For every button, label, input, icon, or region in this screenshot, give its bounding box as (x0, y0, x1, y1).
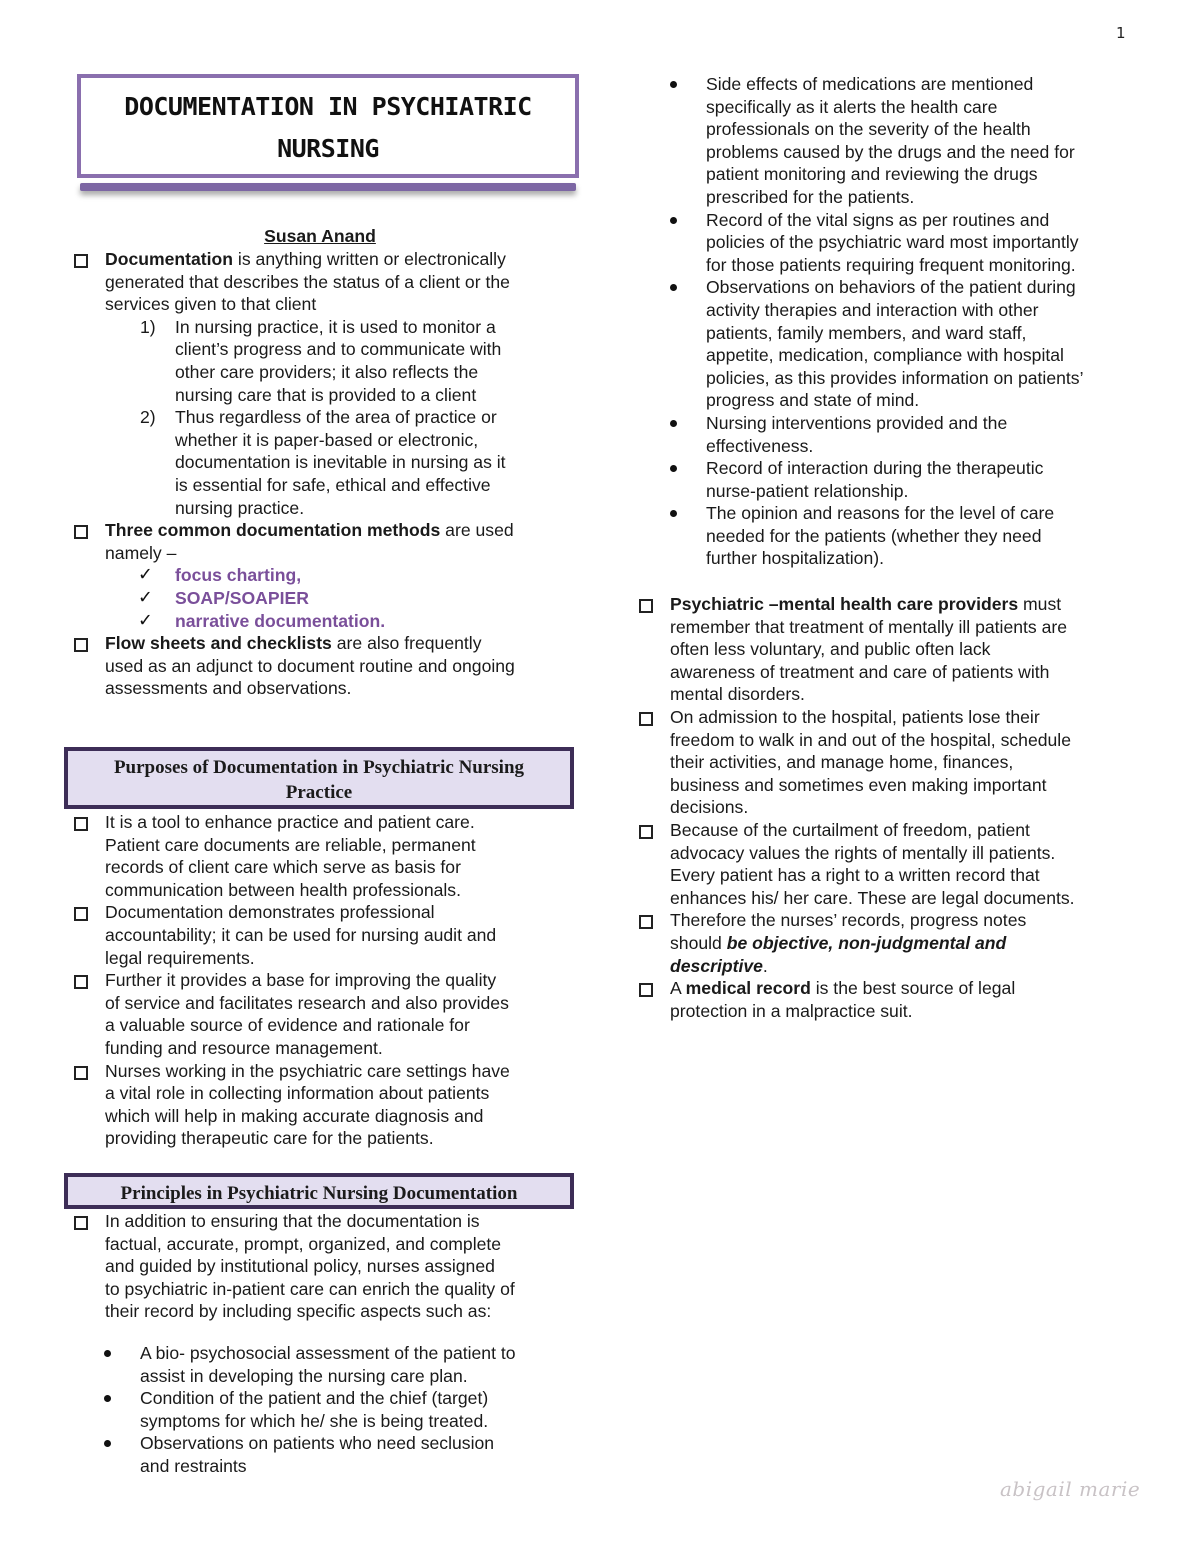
bullet-item: Record of interaction during the therapeutic nurse-patient relationship. (626, 457, 1166, 502)
list-item: On admission to the hospital, patients lose their freedom to walk in and out of the hospital, schedule their activities, and manage home, finances, business and sometimes even making important decisions. (625, 706, 1170, 819)
checkbox-icon (74, 1216, 88, 1230)
author-name: Susan Anand (264, 226, 376, 246)
title-line-2: NURSING (277, 134, 379, 163)
check-item: ✓ SOAP/SOAPIER (138, 587, 309, 608)
document-title (77, 86, 579, 170)
bullet-icon (104, 1440, 111, 1447)
bullet-icon (670, 217, 677, 224)
list-item: Psychiatric –mental health care providers must remember that treatment of mentally ill patients are often less voluntary, and public often lack awareness of treatment and care of patients with mental disorders. (625, 593, 1170, 706)
check-item: ✓ narrative documentation. (138, 610, 386, 631)
checkmark-icon: ✓ (138, 565, 153, 586)
checkbox-icon (74, 907, 88, 921)
right-items-section (625, 593, 1170, 1022)
principles-section (60, 1210, 580, 1478)
title-line-1: DOCUMENTATION IN PSYCHIATRIC (124, 92, 532, 121)
signature: abigail marie (1000, 1477, 1141, 1501)
checkbox-icon (639, 599, 653, 613)
list-item: Nurses working in the psychiatric care settings have a vital role in collecting information about patients which will help in making accurate diagnosis and providing therapeutic care for the patients. (60, 1060, 580, 1150)
list-item: Flow sheets and checklists are also frequently used as an adjunct to document routine and ongoing assessments and observations. (60, 632, 580, 700)
checkbox-icon (74, 975, 88, 989)
bullet-icon (104, 1395, 111, 1402)
bullet-icon (670, 420, 677, 427)
title-underline-bar (80, 183, 576, 191)
checkmark-icon: ✓ (138, 587, 153, 608)
principles-heading: Principles in Psychiatric Nursing Documentation (64, 1173, 574, 1209)
list-item: Documentation demonstrates professional accountability; it can be used for nursing audit and legal requirements. (60, 901, 580, 969)
checkbox-icon (74, 638, 88, 652)
list-item: A medical record is the best source of legal protection in a malpractice suit. (625, 977, 1170, 1022)
numbered-item: 2) Thus regardless of the area of practice or whether it is paper-based or electronic, documentation is inevitable in nursing as it is essential for safe, ethical and effective nursing practice. (140, 407, 506, 518)
checkbox-icon (74, 817, 88, 831)
checkbox-icon (639, 825, 653, 839)
bullet-item: Record of the vital signs as per routines and policies of the psychiatric ward most importantly for those patients requiring frequent monitoring. (626, 209, 1166, 277)
list-item: Three common documentation methods are used namely – (60, 519, 580, 564)
checkbox-icon (74, 1066, 88, 1080)
bullet-item: Side effects of medications are mentioned specifically as it alerts the health care professionals on the severity of the health problems caused by the drugs and the need for patient monitoring and reviewing the drugs prescribed for the patients. (626, 73, 1166, 209)
right-bullets-section (626, 73, 1166, 570)
checkbox-icon (639, 712, 653, 726)
bullet-item: A bio- psychosocial assessment of the patient to assist in developing the nursing care plan. (60, 1342, 580, 1387)
checkbox-icon (74, 525, 88, 539)
purposes-heading: Purposes of Documentation in Psychiatric Nursing Practice (64, 747, 574, 809)
list-item: In addition to ensuring that the documentation is factual, accurate, prompt, organized, and complete and guided by institutional policy, nurses assigned to psychiatric in-patient care can enrich the quality of their record by including specific aspects such as: (60, 1210, 580, 1323)
list-item: Further it provides a base for improving the quality of service and facilitates research and also provides a valuable source of evidence and rationale for funding and resource management. (60, 969, 580, 1059)
list-item: It is a tool to enhance practice and patient care. Patient care documents are reliable, permanent records of client care which serve as basis for communication between health professionals. (60, 811, 580, 901)
bullet-icon (670, 510, 677, 517)
checkbox-icon (639, 983, 653, 997)
numbered-item: 1) In nursing practice, it is used to monitor a client’s progress and to communicate with other care providers; it also reflects the nursing care that is provided to a client (140, 316, 502, 405)
list-item: Therefore the nurses’ records, progress notes should be objective, non-judgmental and descriptive. (625, 909, 1170, 977)
bullet-item: Observations on behaviors of the patient during activity therapies and interaction with other patients, family members, and ward staff, appetite, medication, compliance with hospital policies, as this provides information on patients’ progress and state of mind. (626, 276, 1166, 412)
bullet-item: Nursing interventions provided and the effectiveness. (626, 412, 1166, 457)
bullet-item: The opinion and reasons for the level of care needed for the patients (whether they need further hospitalization). (626, 502, 1166, 570)
list-item: Documentation is anything written or electronically generated that describes the status of a client or the services given to that client (60, 248, 580, 316)
checkbox-icon (639, 915, 653, 929)
bullet-icon (670, 284, 677, 291)
bullet-icon (104, 1350, 111, 1357)
bullet-icon (670, 81, 677, 88)
bullet-icon (670, 465, 677, 472)
checkbox-icon (74, 254, 88, 268)
bullet-item: Observations on patients who need seclusion and restraints (60, 1432, 580, 1477)
checkmark-icon: ✓ (138, 610, 153, 631)
list-item: Because of the curtailment of freedom, patient advocacy values the rights of mentally ill patients. Every patient has a right to a written record that enhances his/ her care. These are legal documents. (625, 819, 1170, 909)
intro-section (60, 248, 580, 700)
check-item: ✓ focus charting, (138, 565, 302, 586)
page-number: 1 (1116, 24, 1126, 42)
bullet-item: Condition of the patient and the chief (target) symptoms for which he/ she is being treated. (60, 1387, 580, 1432)
purposes-section (60, 811, 580, 1150)
